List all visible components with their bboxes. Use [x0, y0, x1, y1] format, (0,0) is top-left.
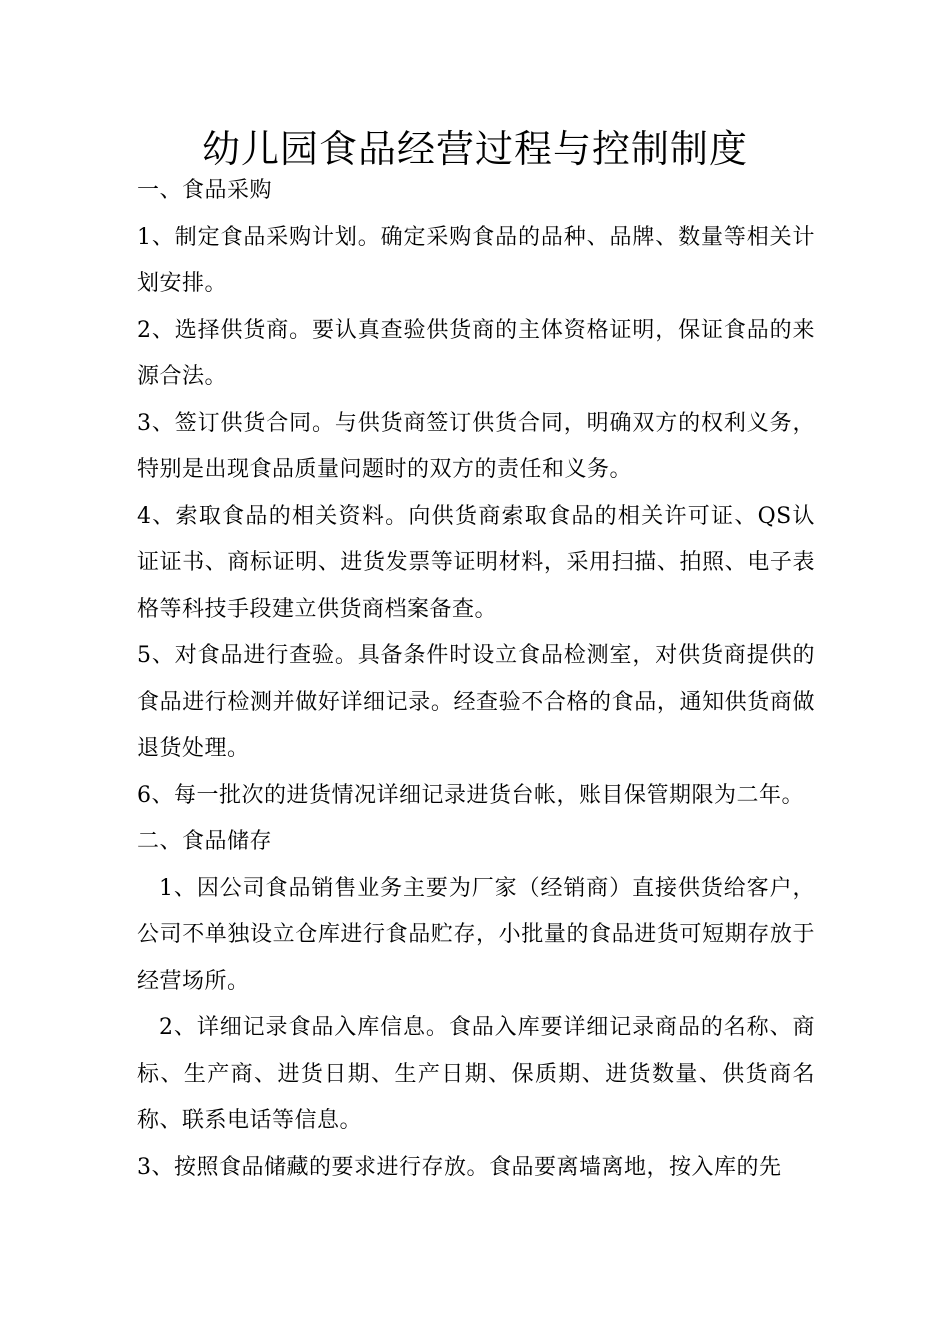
paragraph-procurement-3: 3、签订供货合同。与供货商签订供货合同，明确双方的权利义务，特别是出现食品质量问题时的双方的责任和义务。 [137, 410, 815, 482]
section-heading-storage: 二、食品储存 [137, 829, 273, 854]
section-heading-procurement: 一、食品采购 [137, 178, 273, 203]
paragraph-procurement-6: 6、每一批次的进货情况详细记录进货台帐，账目保管期限为二年。 [137, 782, 804, 808]
paragraph-procurement-2: 2、选择供货商。要认真查验供货商的主体资格证明，保证食品的来源合法。 [137, 317, 815, 389]
document-title: 幼儿园食品经营过程与控制制度 [201, 127, 748, 172]
document-body [137, 168, 815, 1191]
paragraph-procurement-4: 4、索取食品的相关资料。向供货商索取食品的相关许可证、QS认证证书、商标证明、进货发票等证明材料，采用扫描、拍照、电子表格等科技手段建立供货商档案备查。 [137, 503, 815, 622]
paragraph-storage-2: 2、详细记录食品入库信息。食品入库要详细记录商品的名称、商标、生产商、进货日期、生产日期、保质期、进货数量、供货商名称、联系电话等信息。 [137, 1015, 815, 1133]
paragraph-procurement-5: 5、对食品进行查验。具备条件时设立食品检测室，对供货商提供的食品进行检测并做好详细记录。经查验不合格的食品，通知供货商做退货处理。 [137, 643, 815, 761]
paragraph-storage-3: 3、按照食品储藏的要求进行存放。食品要离墙离地，按入库的先 [137, 1154, 782, 1180]
paragraph-storage-1: 1、因公司食品销售业务主要为厂家（经销商）直接供货给客户，公司不单独设立仓库进行食品贮存，小批量的食品进货可短期存放于经营场所。 [137, 875, 815, 994]
paragraph-procurement-1: 1、制定食品采购计划。确定采购食品的品种、品牌、数量等相关计划安排。 [137, 224, 815, 296]
